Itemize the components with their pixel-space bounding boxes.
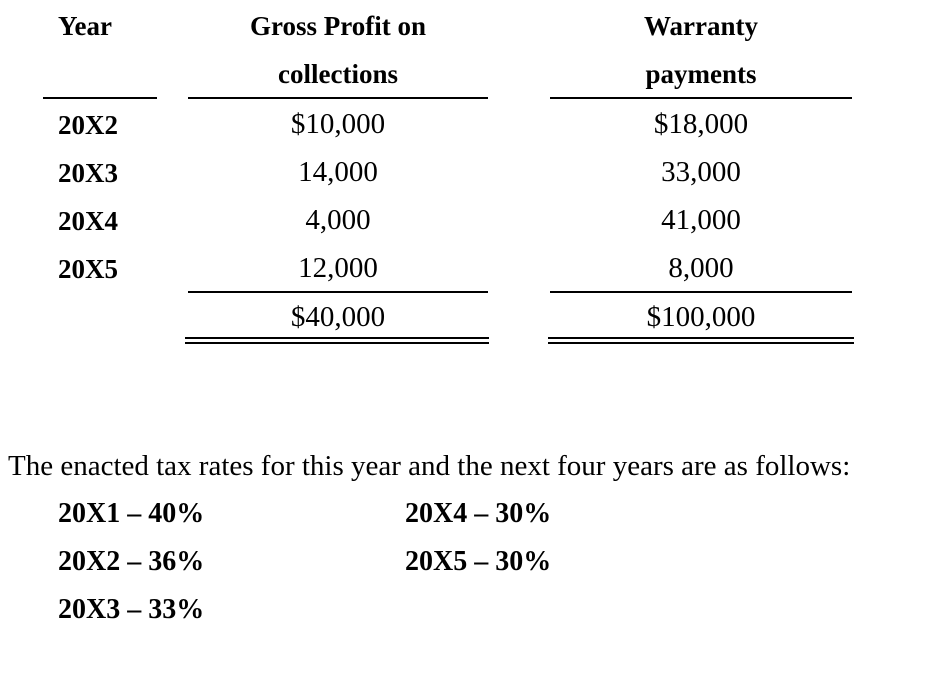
row-year: 20X3 <box>58 158 118 188</box>
row-warranty: 41,000 <box>661 204 741 236</box>
header-year: Year <box>58 11 112 41</box>
row-gross-profit: 4,000 <box>305 204 371 236</box>
total-rule-gross-profit <box>188 291 488 293</box>
header-warranty-line1: Warranty <box>644 11 758 41</box>
tax-rates-intro: The enacted tax rates for this year and the next four years are as follows: <box>8 450 851 482</box>
tax-rate-item: 20X4 – 30% <box>405 498 552 529</box>
row-warranty: $18,000 <box>653 108 749 140</box>
row-year: 20X2 <box>58 110 118 140</box>
total-gross-profit: $40,000 <box>290 301 386 333</box>
tax-rate-item: 20X3 – 33% <box>58 594 205 625</box>
row-warranty: 33,000 <box>661 156 741 188</box>
double-rule-gross-profit <box>185 337 489 344</box>
header-gross-profit-line1: Gross Profit on <box>249 11 426 41</box>
tax-rate-item: 20X5 – 30% <box>405 546 552 577</box>
header-rule-warranty <box>550 97 852 99</box>
header-rule-year <box>43 97 157 99</box>
row-year: 20X4 <box>58 206 118 236</box>
total-warranty: $100,000 <box>646 301 756 333</box>
header-rule-gross-profit <box>188 97 488 99</box>
double-rule-warranty <box>548 337 854 344</box>
row-year: 20X5 <box>58 254 118 284</box>
row-gross-profit: 14,000 <box>298 156 378 188</box>
header-gross-profit-line2: collections <box>278 59 398 89</box>
row-gross-profit: $10,000 <box>290 108 386 140</box>
total-rule-warranty <box>550 291 852 293</box>
header-warranty-line2: payments <box>645 59 757 89</box>
tax-rate-item: 20X2 – 36% <box>58 546 205 577</box>
row-gross-profit: 12,000 <box>298 252 378 284</box>
tax-rate-item: 20X1 – 40% <box>58 498 205 529</box>
row-warranty: 8,000 <box>668 252 734 284</box>
